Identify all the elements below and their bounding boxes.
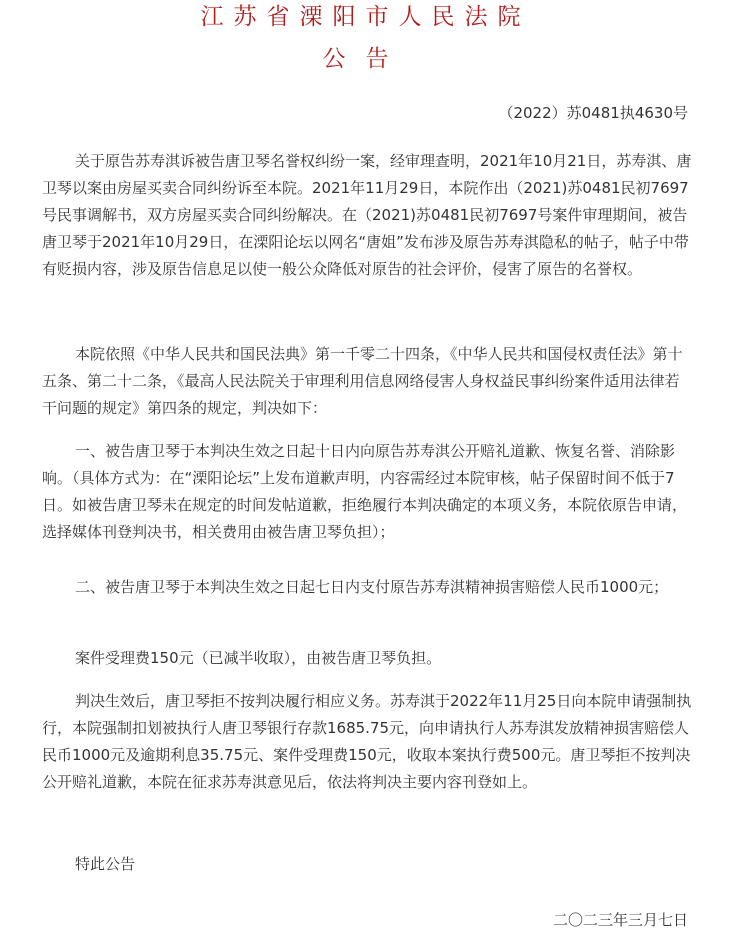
paragraph-enforcement: 判决生效后，唐卫琴拒不按判决履行相应义务。苏寿淇于2022年11月25日向本院申请强制执行，本院强制扣划被执行人唐卫琴银行存款1685.75元，向申请执行人苏寿淇发放精神损害赔偿人民币1000元及逾期利息35.75元、案件受理费150元，收取本案执行费500元。唐卫琴拒不按判决公开赔礼道歉，本院在征求苏寿淇意见后，依法将判决主要内容刊登如上。 (42, 692, 692, 791)
paragraph-legal-basis: 本院依照《中华人民共和国民法典》第一千零二十四条，《中华人民共和国侵权责任法》第十五条、第二十二条，《最高人民法院关于审理利用信息网络侵害人身权益民事纠纷案件适用法律若干问题的规定》第四条的规定，判决如下： (42, 345, 683, 417)
court-name: 江苏省溧阳市人民法院 (200, 4, 531, 30)
paragraph-case-facts: 关于原告苏寿淇诉被告唐卫琴名誉权纠纷一案，经审理查明，2021年10月21日，苏寿淇、唐卫琴以案由房屋买卖合同纠纷诉至本院。2021年11月29日，本院作出（2021)苏0481民初7697号民事调解书，双方房屋买卖合同纠纷解决。在（2021)苏0481民初7697号案件审理期间，被告唐卫琴于2021年10月29日，在溧阳论坛以网名“唐姐”发布涉及原告苏寿淇隐私的帖子，帖子中带有贬损内容，涉及原告信息足以使一般公众降低对原告的社会评价，侵害了原告的名誉权。 (42, 152, 692, 278)
paragraph-court-fee: 案件受理费150元（已减半收取），由被告唐卫琴负担。 (75, 649, 442, 667)
notice-title: 公告 (322, 46, 409, 72)
paragraph-closing: 特此公告 (75, 855, 136, 873)
case-number: （2022）苏0481执4630号 (498, 104, 688, 122)
signature-date: 二〇二三年三月七日 (552, 911, 688, 929)
paragraph-judgment-item-1: 一、被告唐卫琴于本判决生效之日起十日内向原告苏寿淇公开赔礼道歉、恢复名誉、消除影响。（具体方式为：在“溧阳论坛”上发布道歉声明，内容需经过本院审核，帖子保留时间不低于7日。如被告唐卫琴未在规定的时间发帖道歉，拒绝履行本判决确定的本项义务，本院依原告申请，选择媒体刊登判决书，相关费用由被告唐卫琴负担）； (42, 442, 688, 541)
paragraph-judgment-item-2: 二、被告唐卫琴于本判决生效之日起七日内支付原告苏寿淇精神损害赔偿人民币1000元； (75, 578, 669, 596)
